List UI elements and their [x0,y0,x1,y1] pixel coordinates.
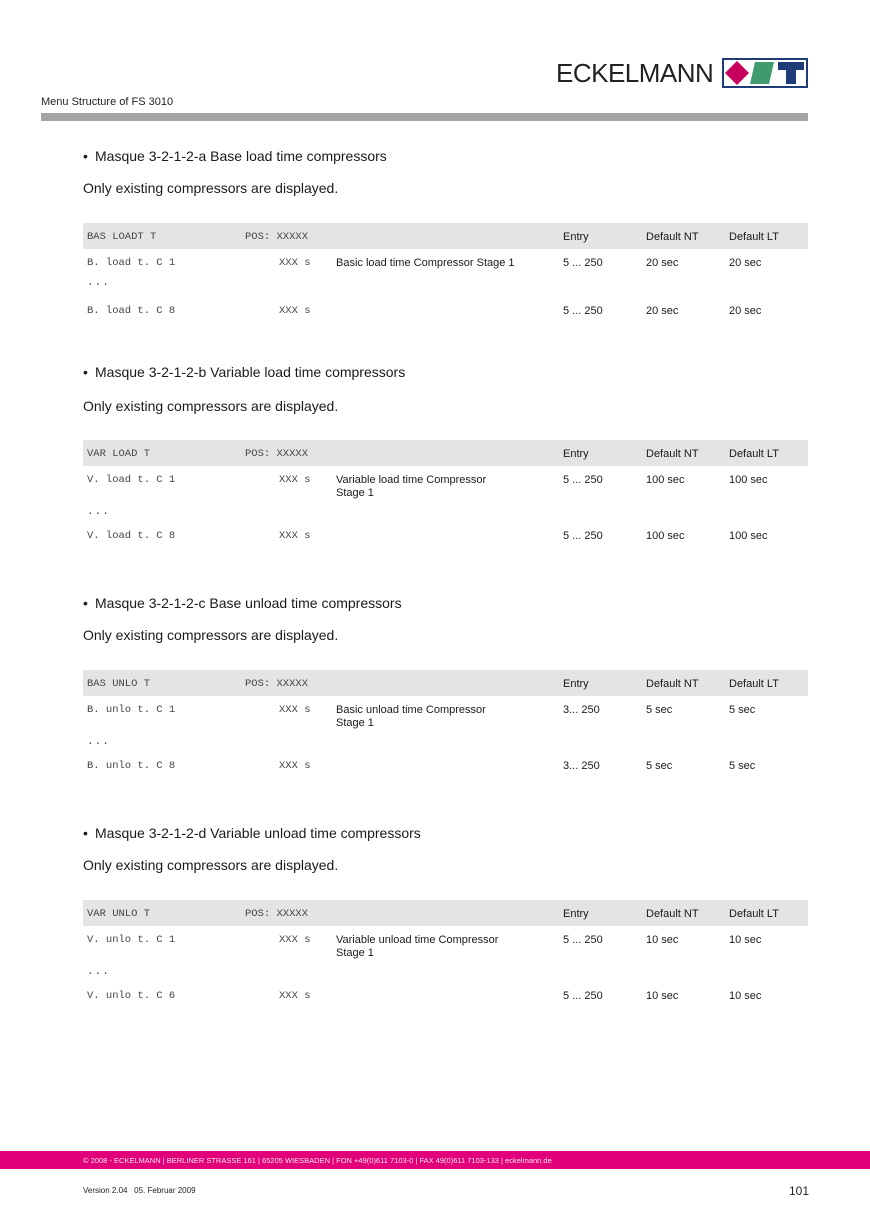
param-code: B. unlo t. C 1 [87,704,176,716]
table-row [83,299,808,327]
section-note: Only existing compressors are displayed. [83,627,339,643]
parameter-table [83,223,808,327]
entry-header: Entry [563,908,589,920]
table-row [83,249,808,277]
param-description: Basic load time Compressor Stage 1 [336,257,515,269]
entry-header: Entry [563,678,589,690]
param-default-nt: 100 sec [646,530,685,542]
table-row [83,990,808,1018]
param-value: XXX s [279,530,311,542]
param-code: V. unlo t. C 6 [87,990,176,1002]
position-field: POS: XXXXX [245,678,309,690]
table-header-row [83,223,808,249]
table-row [83,760,808,788]
param-default-nt: 10 sec [646,990,679,1002]
brand-logo-text: ECKELMANN [556,58,714,88]
param-code: B. load t. C 8 [87,305,176,317]
header-divider [41,113,808,121]
parameter-table [83,900,808,1018]
position-field: POS: XXXXX [245,231,309,243]
param-value: XXX s [279,760,311,772]
param-default-lt: 10 sec [729,934,762,946]
default-nt-header: Default NT [646,231,699,243]
footer-copyright: © 2008 - ECKELMANN | BERLINER STRASSE 161 | 65205 WIESBADEN | FON +49(0)611 7103-0 | FAX 49(0)611 7103-133 | eckelmann.de [83,1156,552,1165]
param-entry-range: 5 ... 250 [563,934,603,946]
param-default-nt: 20 sec [646,257,679,269]
param-entry-range: 5 ... 250 [563,530,603,542]
param-value: XXX s [279,990,311,1002]
param-description: Variable unload time Compressor Stage 1 [336,934,499,959]
param-default-nt: 5 sec [646,704,673,716]
param-entry-range: 3... 250 [563,760,600,772]
table-header-row [83,670,808,696]
param-code: B. load t. C 1 [87,257,176,269]
default-nt-header: Default NT [646,448,699,460]
default-nt-header: Default NT [646,908,699,920]
section-heading: • Masque 3-2-1-2-a Base load time compressors [83,148,387,164]
brand-logo-icon [722,58,808,88]
param-code: V. load t. C 8 [87,530,176,542]
param-value: XXX s [279,704,311,716]
default-nt-header: Default NT [646,678,699,690]
param-default-lt: 100 sec [729,474,768,486]
param-entry-range: 3... 250 [563,704,600,716]
param-description: Basic unload time Compressor Stage 1 [336,704,486,729]
param-entry-range: 5 ... 250 [563,990,603,1002]
position-field: POS: XXXXX [245,448,309,460]
param-default-nt: 100 sec [646,474,685,486]
param-code: B. unlo t. C 8 [87,760,176,772]
mask-code: BAS UNLO T [87,678,151,690]
default-lt-header: Default LT [729,231,779,243]
default-lt-header: Default LT [729,678,779,690]
section-note: Only existing compressors are displayed. [83,857,339,873]
param-default-lt: 5 sec [729,760,756,772]
ellipsis-row: ... [87,277,110,289]
logo-navy-bar [778,62,804,70]
section-heading: • Masque 3-2-1-2-b Variable load time compressors [83,364,406,380]
param-value: XXX s [279,934,311,946]
ellipsis-row: ... [87,736,110,748]
mask-code: BAS LOADT T [87,231,157,243]
parameter-table [83,440,808,558]
param-value: XXX s [279,257,311,269]
param-code: V. load t. C 1 [87,474,176,486]
param-default-lt: 100 sec [729,530,768,542]
table-row [83,926,808,966]
mask-code: VAR UNLO T [87,908,151,920]
mask-code: VAR LOAD T [87,448,151,460]
position-field: POS: XXXXX [245,908,309,920]
ellipsis-row: ... [87,506,110,518]
table-row [83,696,808,736]
param-code: V. unlo t. C 1 [87,934,176,946]
table-header-row [83,900,808,926]
param-value: XXX s [279,474,311,486]
ellipsis-row: ... [87,966,110,978]
param-default-lt: 20 sec [729,257,762,269]
document-title: Menu Structure of FS 3010 [41,96,174,108]
section-note: Only existing compressors are displayed. [83,180,339,196]
param-default-nt: 20 sec [646,305,679,317]
section-note: Only existing compressors are displayed. [83,398,339,414]
param-entry-range: 5 ... 250 [563,305,603,317]
entry-header: Entry [563,448,589,460]
page-number: 101 [789,1184,810,1198]
param-default-lt: 5 sec [729,704,756,716]
param-value: XXX s [279,305,311,317]
param-default-nt: 10 sec [646,934,679,946]
param-entry-range: 5 ... 250 [563,474,603,486]
param-entry-range: 5 ... 250 [563,257,603,269]
footer-version: Version 2.04 05. Februar 2009 [83,1186,196,1195]
param-description: Variable load time Compressor Stage 1 [336,474,487,499]
entry-header: Entry [563,231,589,243]
param-default-nt: 5 sec [646,760,673,772]
table-row [83,530,808,558]
default-lt-header: Default LT [729,908,779,920]
table-row [83,466,808,506]
default-lt-header: Default LT [729,448,779,460]
section-heading: • Masque 3-2-1-2-c Base unload time compressors [83,595,402,611]
logo-navy-stem [786,70,796,84]
table-header-row [83,440,808,466]
parameter-table [83,670,808,788]
param-default-lt: 20 sec [729,305,762,317]
param-default-lt: 10 sec [729,990,762,1002]
section-heading: • Masque 3-2-1-2-d Variable unload time compressors [83,825,421,841]
